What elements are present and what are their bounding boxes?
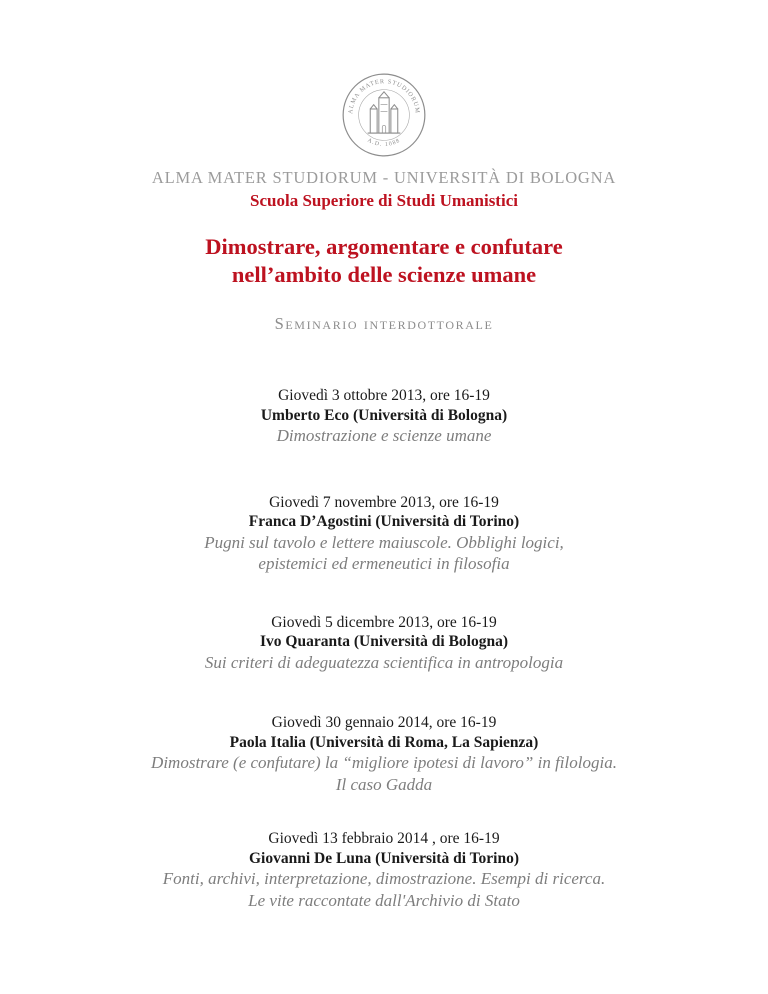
session-4-date: Giovedì 30 gennaio 2014, ore 16-19 [271, 714, 497, 731]
session-list [0, 386, 768, 911]
logo-container [0, 0, 768, 158]
seal-ring-top-text: ALMA MATER STUDIORUM [347, 78, 421, 115]
session-5-date: Giovedì 13 febbraio 2014 , ore 16-19 [268, 830, 500, 847]
session-4-title [54, 752, 714, 795]
seminar-title-line-2: nell’ambito delle scienze umane [231, 262, 537, 287]
session-3 [54, 613, 714, 674]
session-3-title [54, 652, 714, 674]
session-2-title [54, 532, 714, 575]
session-4-title-line-1: Dimostrare (e confutare) la “migliore ipotesi di lavoro” in filologia. [151, 753, 617, 772]
session-5 [54, 829, 714, 911]
session-3-date: Giovedì 5 dicembre 2013, ore 16-19 [271, 613, 497, 631]
seminar-title [0, 233, 768, 289]
session-1-title-line-1: Dimostrazione e scienze umane [276, 426, 492, 445]
session-4-title-line-2: Il caso Gadda [335, 774, 433, 794]
session-5-title-line-2: Le vite raccontate dall'Archivio di Stato [248, 890, 520, 910]
session-2-speaker: Franca D’Agostini (Università di Torino) [248, 513, 520, 530]
session-2 [54, 493, 714, 575]
session-1-date: Giovedì 3 ottobre 2013, ore 16-19 [278, 387, 490, 404]
seminar-subtitle: Seminario interdottorale [274, 314, 494, 333]
session-3-speaker: Ivo Quaranta (Università di Bologna) [259, 633, 508, 650]
session-2-date: Giovedì 7 novembre 2013, ore 16-19 [269, 493, 499, 511]
seal-ring-bottom-text: A.D. 1088 [366, 137, 402, 148]
university-seal-icon [341, 72, 427, 158]
session-2-title-line-1: Pugni sul tavolo e lettere maiuscole. Obblighi logici, [204, 532, 564, 552]
session-4-speaker: Paola Italia (Università di Roma, La Sapienza) [229, 733, 539, 751]
session-1-title [54, 425, 714, 447]
session-1-speaker: Umberto Eco (Università di Bologna) [260, 406, 508, 424]
session-5-title-line-1: Fonti, archivi, interpretazione, dimostrazione. Esempi di ricerca. [162, 869, 606, 888]
session-2-title-line-2: epistemici ed ermeneutici in filosofia [258, 554, 510, 573]
school-name: Scuola Superiore di Studi Umanistici [250, 191, 518, 210]
seminar-title-line-1: Dimostrare, argomentare e confutare [205, 234, 563, 259]
session-5-speaker: Giovanni De Luna (Università di Torino) [248, 849, 519, 867]
session-3-title-line-1: Sui criteri di adeguatezza scientifica in antropologia [204, 652, 564, 672]
seal-castle-icon [368, 92, 401, 133]
session-1 [54, 386, 714, 447]
session-4 [54, 713, 714, 795]
university-name: ALMA MATER STUDIORUM - UNIVERSITÀ DI BOLOGNA [151, 168, 617, 187]
session-5-title [54, 868, 714, 911]
